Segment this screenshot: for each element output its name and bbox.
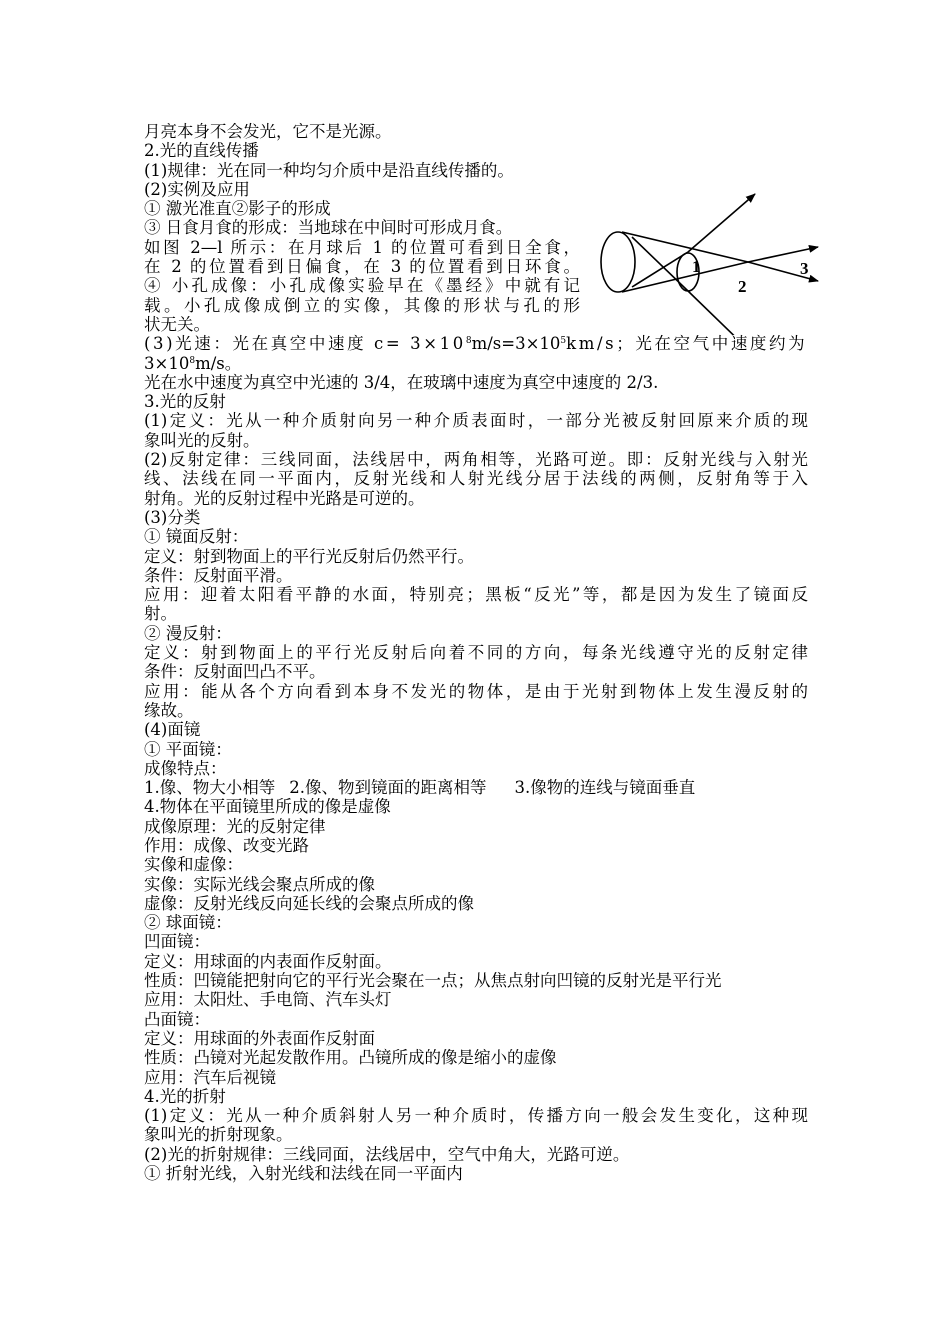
paragraph: 象叫光的反射。: [144, 430, 260, 450]
paragraph: 如图 2—l 所示：在月球后 1 的位置可看到日全食，: [144, 237, 580, 257]
list-item: ① 激光准直②影子的形成: [144, 199, 331, 219]
paragraph: (1)定义：光从一种介质斜射人另一种介质时，传播方向一般会发生变化，这种现: [144, 1106, 808, 1126]
subsection-heading: (3)分类: [144, 507, 201, 527]
subsection-heading: (4)面镜: [144, 720, 201, 740]
paragraph: 应用：迎着太阳看平静的水面，特别亮；黑板“反光”等，都是因为发生了镜面反: [144, 585, 808, 605]
paragraph: (2)反射定律：三线同面，法线居中，两角相等，光路可逆。即：反射光线与入射光: [144, 450, 808, 470]
paragraph: 实像和虚像：: [144, 855, 243, 875]
eclipse-diagram-lines: [588, 165, 820, 335]
label-3: 3: [800, 259, 809, 278]
paragraph: 虚像：反射光线反向延长线的会聚点所成的像: [144, 893, 474, 913]
paragraph: (2)光的折射规律：三线同面，法线居中，空气中角大，光路可逆。: [144, 1144, 630, 1164]
section-heading: 4.光的折射: [144, 1086, 226, 1106]
text-run: m/s。: [195, 353, 242, 373]
paragraph: 凸面镜：: [144, 1009, 210, 1029]
paragraph: 定义：用球面的外表面作反射面: [144, 1028, 375, 1048]
paragraph: 成像原理：光的反射定律: [144, 816, 326, 836]
paragraph: 4.物体在平面镜里所成的像是虚像: [144, 797, 391, 817]
list-item: ① 折射光线，入射光线和法线在同一平面内: [144, 1164, 463, 1184]
paragraph: [144, 778, 808, 797]
paragraph: 应用：汽车后视镜: [144, 1067, 276, 1087]
paragraph: 光在水中速度为真空中光速的 3/4，在玻璃中速度为真空中速度的 2/3.: [144, 372, 659, 392]
paragraph: 应用：能从各个方向看到本身不发光的物体，是由于光射到物体上发生漫反射的: [144, 681, 808, 701]
paragraph: [144, 354, 808, 373]
list-item: ① 平面镜：: [144, 739, 232, 759]
text-run: (3)光速：光在真空中速度 c= 3×10: [144, 334, 466, 354]
paragraph: 条件：反射面平滑。: [144, 565, 293, 585]
superscript: 5: [560, 336, 567, 347]
list-item: ④ 小孔成像：小孔成像实验早在《墨经》中就有记: [144, 276, 580, 296]
label-1: 1: [692, 257, 701, 276]
paragraph: 作用：成像、改变光路: [144, 835, 309, 855]
paragraph: 象叫光的折射现象。: [144, 1125, 293, 1145]
text-run: 3×10: [144, 353, 190, 373]
text-run: km/s；光在空气中速度约为: [566, 334, 808, 354]
paragraph: 缘故。: [144, 700, 194, 720]
paragraph: 定义：用球面的内表面作反射面。: [144, 951, 392, 971]
paragraph: 性质：凸镜对光起发散作用。凸镜所成的像是缩小的虚像: [144, 1048, 557, 1068]
speed-of-light-line: [144, 334, 808, 353]
paragraph: 凹面镜：: [144, 932, 210, 952]
paragraph: 状无关。: [144, 314, 210, 334]
list-item: ② 球面镜：: [144, 913, 232, 933]
paragraph: 应用：太阳灶、手电筒、汽车头灯: [144, 990, 392, 1010]
superscript: 8: [189, 355, 196, 366]
paragraph: 载。小孔成像成倒立的实像，其像的形状与孔的形: [144, 295, 580, 315]
paragraph: 性质：凹镜能把射向它的平行光会聚在一点；从焦点射向凹镜的反射光是平行光: [144, 971, 722, 991]
text-run: 1.像、物大小相等: [144, 778, 276, 798]
paragraph: (1)定义：光从一种介质射向另一种介质表面时，一部分光被反射回原来介质的现: [144, 411, 808, 431]
text-run: 2.像、物到镜面的距离相等: [289, 778, 487, 798]
subsection-heading: (2)实例及应用: [144, 179, 250, 199]
text-run: 3.像物的连线与镜面垂直: [514, 778, 696, 798]
paragraph: 成像特点：: [144, 758, 227, 778]
section-heading: 2.光的直线传播: [144, 141, 259, 161]
text-run: m/s=3×10: [471, 334, 561, 354]
paragraph: 实像：实际光线会聚点所成的像: [144, 874, 375, 894]
paragraph: 定义：射到物面上的平行光反射后仍然平行。: [144, 546, 474, 566]
list-item: ③ 日食月食的形成：当地球在中间时可形成月食。: [144, 218, 513, 238]
paragraph: 在 2 的位置看到日偏食，在 3 的位置看到日环食。: [144, 257, 580, 277]
eclipse-diagram: [588, 165, 820, 335]
paragraph: 射。: [144, 604, 177, 624]
paragraph: 条件：反射面凹凸不平。: [144, 662, 326, 682]
paragraph: (1)规律：光在同一种均匀介质中是沿直线传播的。: [144, 160, 514, 180]
label-2: 2: [738, 277, 747, 296]
paragraph: 定义：射到物面上的平行光反射后向着不同的方向，每条光线遵守光的反射定律: [144, 643, 808, 663]
paragraph: 射角。光的反射过程中光路是可逆的。: [144, 488, 425, 508]
superscript: 8: [465, 336, 472, 347]
list-item: ② 漫反射：: [144, 623, 232, 643]
paragraph: 线、法线在同一平面内，反射光线和人射光线分居于法线的两侧，反射角等于入: [144, 469, 808, 489]
list-item: ① 镜面反射：: [144, 527, 249, 547]
paragraph: 月亮本身不会发光，它不是光源。: [144, 122, 392, 141]
section-heading: 3.光的反射: [144, 392, 226, 412]
